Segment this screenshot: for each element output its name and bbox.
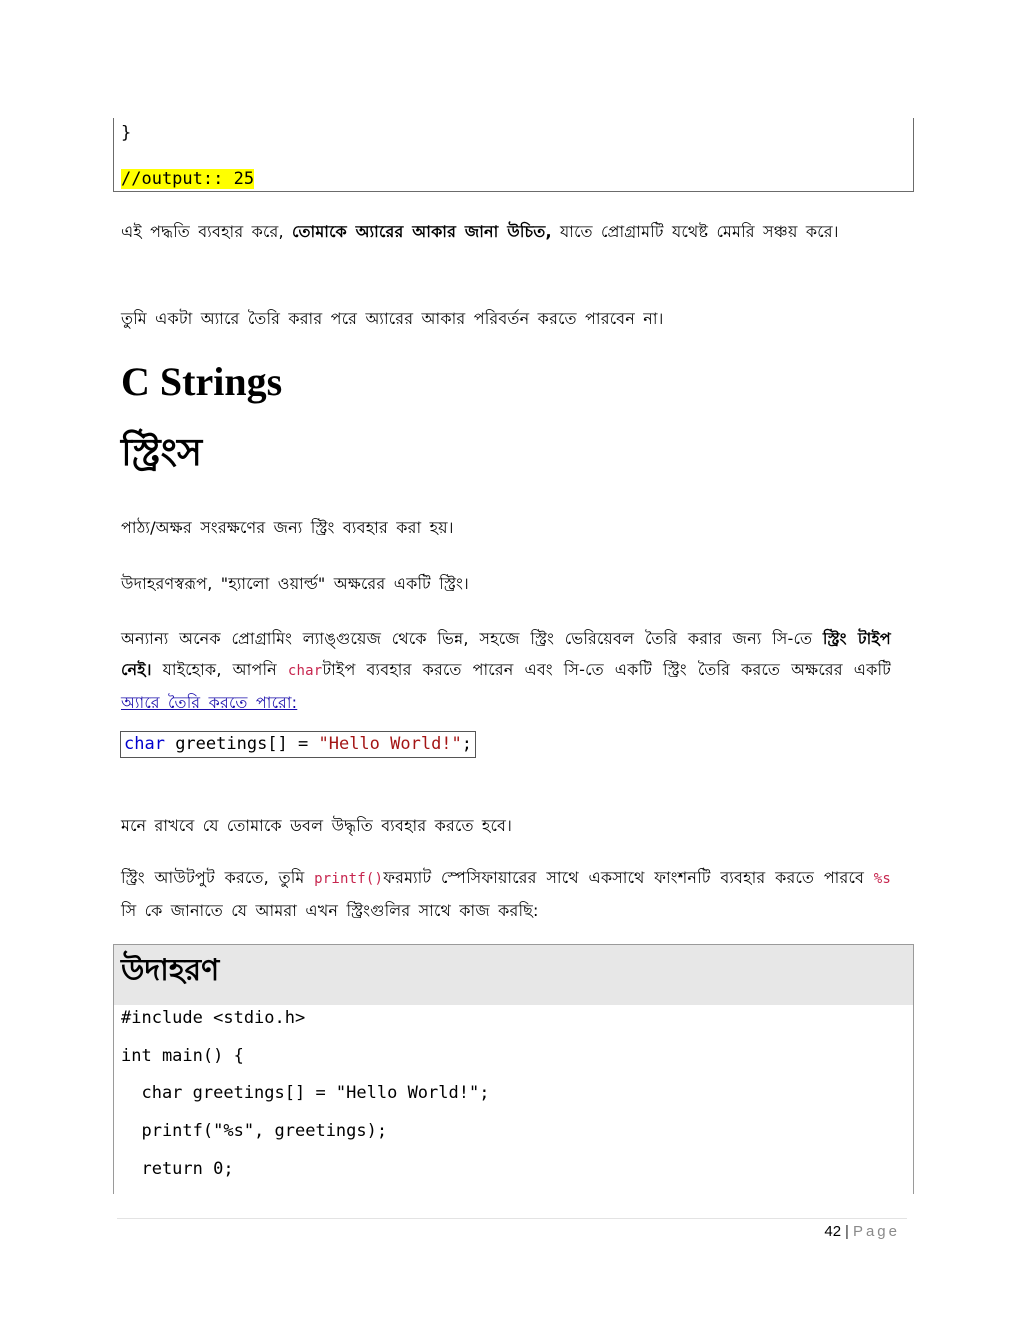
p5-part2: যাইহোক, আপনি <box>151 660 288 679</box>
paragraph-double-quotes: মনে রাখবে যে তোমাকে ডবল উদ্ধৃতি ব্যবহার করতে হবে। <box>121 816 512 835</box>
closing-brace: } <box>121 123 132 143</box>
example-title: উদাহরণ <box>121 953 220 988</box>
p5-part1: অন্যান্য অনেক প্রোগ্রামিং ল্যাঙ্গুয়েজ থেকে ভিন্ন, সহজে স্ট্রিং ভেরিয়েবল তৈরি করার জন্য সি-তে <box>121 629 823 648</box>
page-number: 42 <box>824 1223 842 1240</box>
code-keyword: char <box>124 734 165 754</box>
example-code-line: return 0; <box>121 1159 234 1179</box>
inline-code-char: char <box>287 663 323 679</box>
page-label: Page <box>852 1223 900 1240</box>
inline-code-printf: printf() <box>314 871 384 887</box>
output-highlight: //output:: 25 <box>121 169 255 189</box>
example-box <box>113 944 914 1194</box>
code-end: ; <box>461 734 473 754</box>
output-comment <box>121 168 254 190</box>
paragraph-no-string-type <box>121 623 891 718</box>
p1-after: যাতে প্রোগ্রামটি যথেষ্ট মেমরি সঞ্চয় করে। <box>551 222 839 241</box>
p7-part2: ফরম্যাট স্পেসিফায়ারের সাথে একসাথে ফাংশনটি ব্যবহার করতে পারবে <box>383 868 874 887</box>
code-middle: greetings[] = <box>164 734 319 754</box>
array-link[interactable]: অ্যারে তৈরি করতে পারো: <box>121 693 298 712</box>
p5-part3: টাইপ ব্যবহার করতে পারেন এবং সি-তে একটি স্ট্রিং তৈরি করতে অক্ষরের একটি <box>322 660 891 679</box>
footer-separator: | <box>845 1223 849 1240</box>
p7-part3: সি কে জানাতে যে আমরা এখন স্ট্রিংগুলির সাথে কাজ করছি: <box>121 901 539 920</box>
p5-bold: স্ট্রিং টাইপ নেই। <box>121 629 891 679</box>
heading-c-strings: C Strings <box>121 359 283 404</box>
paragraph-printf-format <box>121 862 891 926</box>
paragraph-no-resize: তুমি একটা অ্যারে তৈরি করার পরে অ্যারের আকার পরিবর্তন করতে পারবেন না। <box>121 309 664 328</box>
inline-code-format-specifier: %s <box>873 871 892 887</box>
p1-bold: তোমাকে অ্যারের আকার জানা উচিত, <box>292 222 552 241</box>
p1-before: এই পদ্ধতি ব্যবহার করে, <box>121 222 293 241</box>
code-snippet-char-array <box>120 731 476 758</box>
paragraph-string-purpose: পাঠ্য/অক্ষর সংরক্ষণের জন্য স্ট্রিং ব্যবহার করা হয়। <box>121 518 454 537</box>
page-footer <box>824 1221 900 1243</box>
example-code-line: #include <stdio.h> <box>121 1008 306 1028</box>
paragraph-array-size <box>121 216 891 247</box>
heading-strings-bengali: স্ট্রিংস <box>121 430 203 474</box>
example-header <box>114 945 913 1005</box>
code-string: "Hello World!" <box>318 734 462 754</box>
footer-divider <box>117 1218 907 1219</box>
example-code-line: char greetings[] = "Hello World!"; <box>121 1083 490 1103</box>
p7-part1: স্ট্রিং আউটপুট করতে, তুমি <box>121 868 315 887</box>
example-code-line: int main() { <box>121 1046 244 1066</box>
example-code-line: printf("%s", greetings); <box>121 1121 388 1141</box>
paragraph-string-example: উদাহরণস্বরূপ, "হ্যালো ওয়ার্ল্ড" অক্ষরের একটি স্ট্রিং। <box>121 574 469 593</box>
